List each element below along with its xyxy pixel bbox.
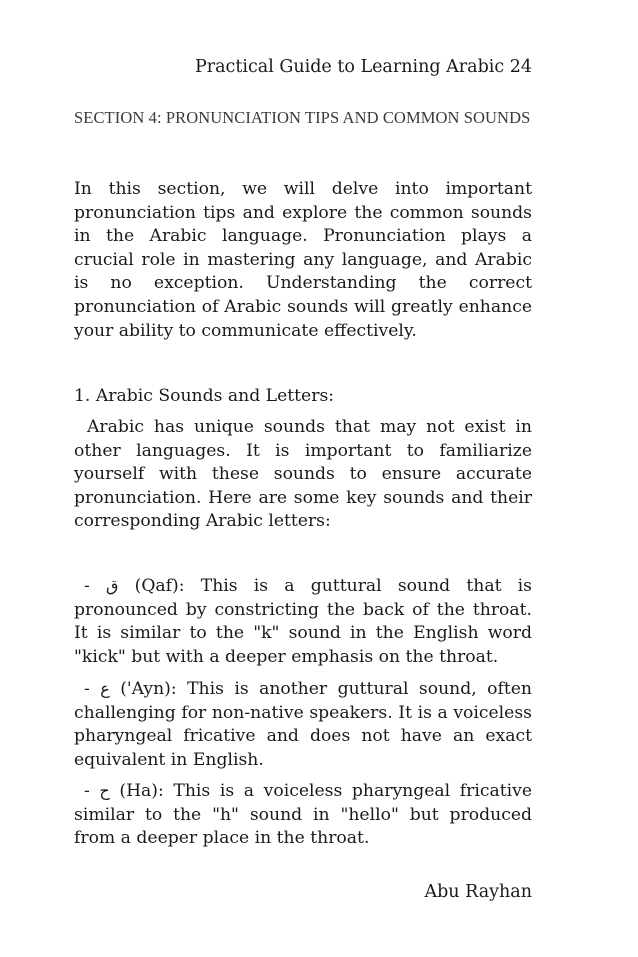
item-description: (Qaf): This is a guttural sound that is pronounced by constricting the back of the throat. It is similar to the "k" sound in the English word "kick" but with a deeper emphasis on the throat. xyxy=(74,576,532,667)
item-bullet: - xyxy=(84,781,100,801)
item-description: (Ha): This is a voiceless pharyngeal fricative similar to the "h" sound in "hello" but produced from a deeper place in the throat. xyxy=(74,781,532,849)
sound-item-ayn xyxy=(74,677,532,772)
intro-paragraph: In this section, we will delve into important pronunciation tips and explore the common sounds in the Arabic language. Pronunciation plays a crucial role in mastering any language, and Arabic is no exception. Understanding the correct pronunciation of Arabic sounds will greatly enhance your ability to communicate effectively. xyxy=(74,179,532,341)
arabic-letter-ayn: ع xyxy=(100,679,110,698)
section-title: SECTION 4: PRONUNCIATION TIPS AND COMMON SOUNDS xyxy=(74,108,531,127)
subsection-paragraph: Arabic has unique sounds that may not exist in other languages. It is important to familiarize yourself with these sounds to ensure accurate pronunciation. Here are some key sounds and their corresponding Arabic letters: xyxy=(74,417,532,532)
running-header: Practical Guide to Learning Arabic 24 xyxy=(194,57,532,77)
item-description: ('Ayn): This is another guttural sound, often challenging for non-native speakers. It is a voiceless pharyngeal fricative and does not have an exact equivalent in English. xyxy=(74,679,532,770)
sound-item-ha xyxy=(74,779,532,851)
footer-author: Abu Rayhan xyxy=(424,882,532,902)
arabic-letter-qaf: ق xyxy=(106,576,119,595)
sound-item-qaf xyxy=(74,574,532,669)
item-bullet: - xyxy=(84,679,101,699)
arabic-letter-ha: ح xyxy=(99,781,110,800)
item-bullet: - xyxy=(84,576,107,596)
subsection-heading: 1. Arabic Sounds and Letters: xyxy=(74,386,335,406)
